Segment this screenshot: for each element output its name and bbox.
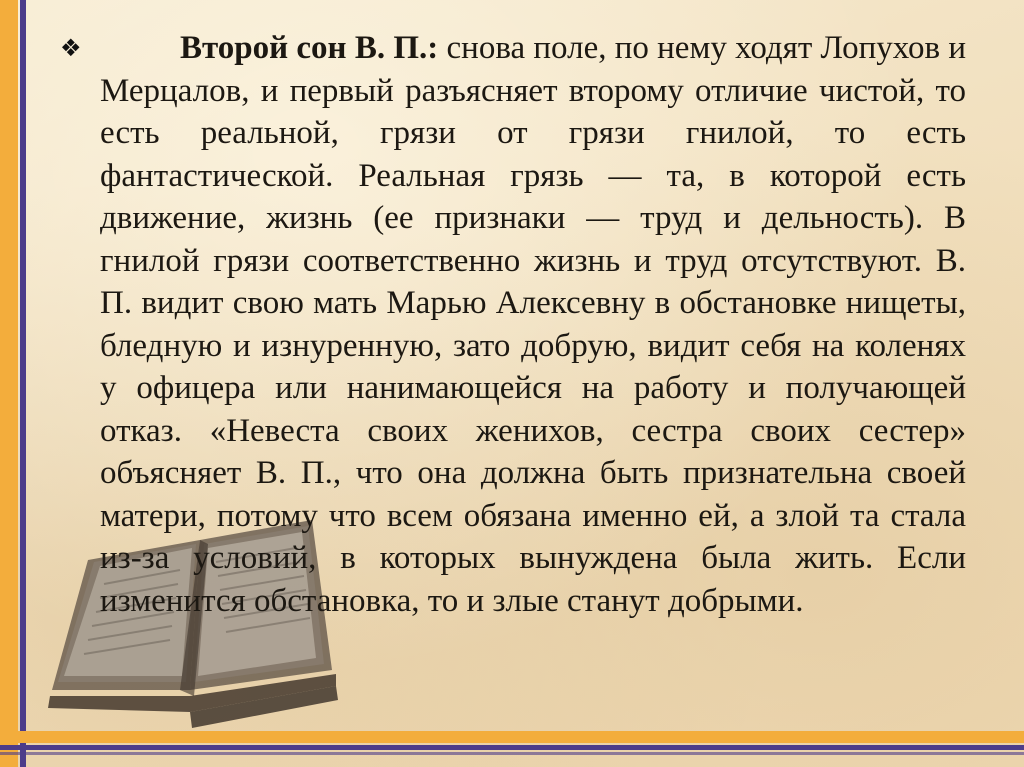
bottom-purple-bar-secondary [0,752,1024,755]
bottom-purple-bar [0,745,1024,750]
left-purple-bar [20,0,26,767]
body-text: снова поле, по нему ходят Лопухов и Мерцалов, и первый разъясняет второму отличие чистой, то есть реальной, грязи от грязи гнилой, то есть фантастической. Реальная грязь — та, в которой есть движение, жизнь (ее признаки — труд и дельность). В гнилой грязи соответственно жизнь и труд отсутствуют. В. П. видит свою мать Марью Алексевну в обстановке нищеты, бледную и изнуренную, зато добрую, видит себя на коленях у офицера или нанимающейся на работу и получающей отказ. «Невеста своих женихов, сестра своих сестер» объясняет В. П., что она должна быть признательна своей матери, потому что всем обязана именно ей, а злой та стала из-за условий, в которых вынуждена была жить. Если изменится обстановка, то и злые станут добрыми. [100,30,966,619]
diamond-bullet-icon: ❖ [60,34,82,62]
body-paragraph [100,27,966,622]
left-orange-bar [0,0,18,767]
lead-heading: Второй сон В. П.: [180,30,439,66]
